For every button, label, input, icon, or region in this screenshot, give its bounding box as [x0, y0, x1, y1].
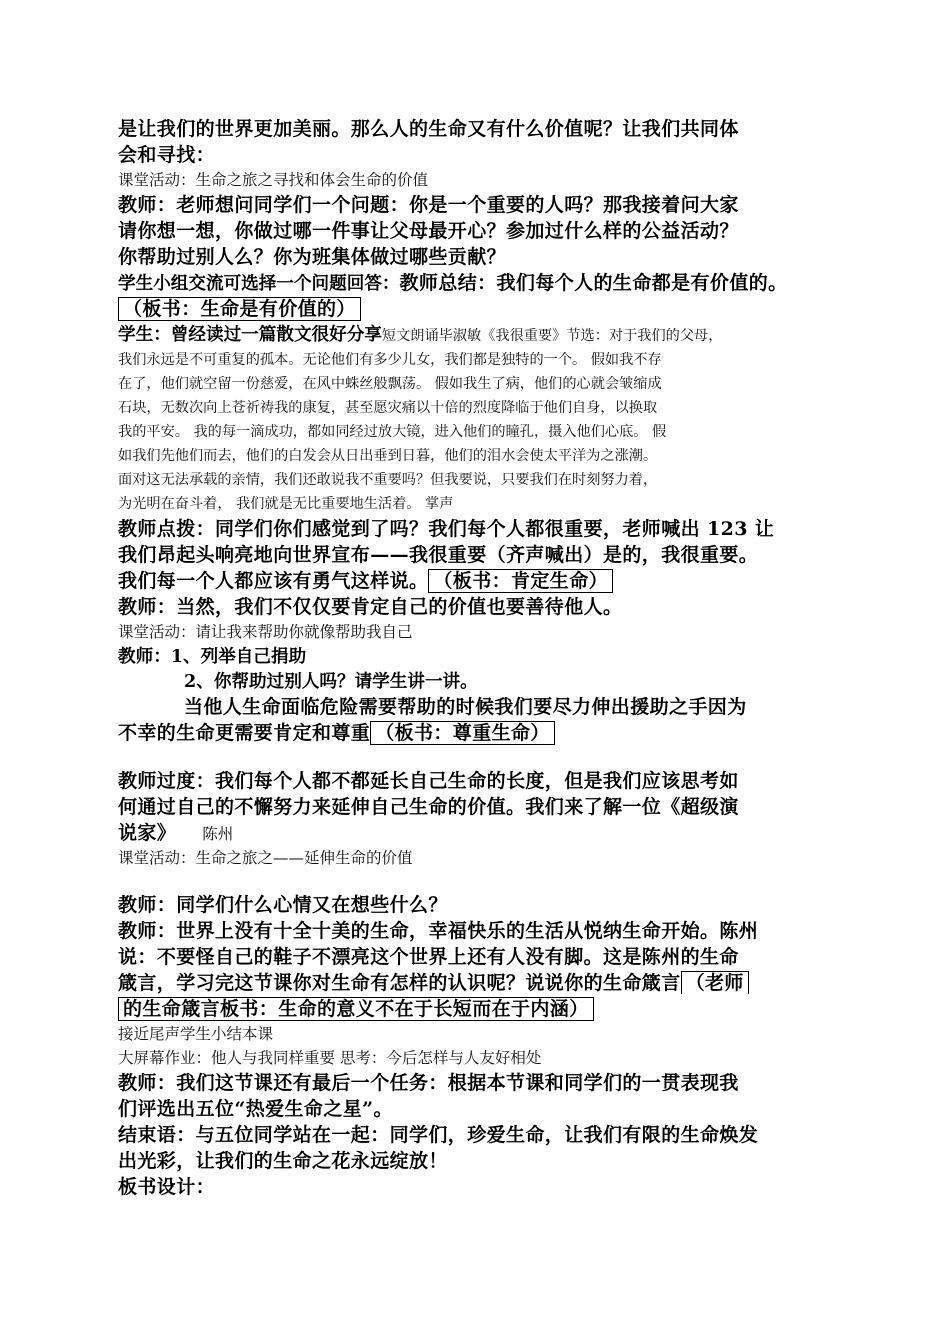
board-note-box: （板书：生命是有价值的）	[118, 297, 361, 321]
plain-line: 接近尾声学生小结本课	[118, 1025, 274, 1043]
paragraph-line: 我们昂起头响亮地向世界宣布——我很重要（齐声喊出）是的，我很重要。	[118, 544, 759, 566]
paragraph-line: 结束语：与五位同学站在一起：同学们，珍爱生命，让我们有限的生命焕发	[118, 1124, 759, 1146]
reading-line: 我们永远是不可重复的孤本。无论他们有多少儿女，我们都是独特的一个。 假如我不存	[118, 352, 662, 368]
summary-line	[118, 270, 838, 296]
paragraph-line: 说：不要怪自己的鞋子不漂亮这个世界上还有人没有脚。这是陈州的生命	[118, 946, 739, 968]
reading-line: 为光明在奋斗着， 我们就是无比重要地生活着。 掌声	[118, 496, 454, 512]
reading-line: 我的平安。 我的每一滴成功，都如同经过放大镜，进入他们的瞳孔，摄入他们心底。 假	[118, 424, 667, 440]
reading-line: 面对这无法承载的亲情，我们还敢说我不重要吗？但我要说，只要我们在时刻努力着，	[118, 472, 658, 488]
paragraph-line: 教师：老师想问同学们一个问题：你是一个重要的人吗？那我接着问大家	[118, 194, 739, 216]
paragraph-line: 教师点拨：同学们你们感觉到了吗？我们每个人都很重要，老师喊出 123 让	[118, 518, 775, 540]
student-group-text: 学生小组交流可选择一个问题回答：	[118, 273, 400, 294]
paragraph-line: 们评选出五位“热爱生命之星”。	[118, 1098, 393, 1120]
paragraph-line: 会和寻找：	[118, 144, 216, 166]
speaker-name: 陈州	[202, 825, 234, 843]
paragraph-line	[118, 970, 838, 996]
activity-heading: 课堂活动：请让我来帮助你就像帮助我自己	[118, 623, 413, 641]
document-body	[118, 116, 838, 1200]
reading-line: 在了，他们就空留一份慈爱，在风中蛛丝般飘荡。 假如我生了病，他们的心就会皱缩成	[118, 376, 662, 392]
reading-intro-line	[118, 322, 838, 348]
paragraph-line	[118, 820, 838, 846]
reading-line: 石块，无数次向上苍祈祷我的康复，甚至愿灾痛以十倍的烈度降临于他们自身，以换取	[118, 400, 658, 416]
reading-text: 短文朗诵毕淑敏《我很重要》节选：对于我们的父母，	[381, 328, 723, 344]
list-item: 2、你帮助过别人吗？请学生讲一讲。	[184, 671, 478, 692]
paragraph-line: 教师过度：我们每个人都不都延长自己生命的长度，但是我们应该思考如	[118, 770, 739, 792]
board-design-heading: 板书设计：	[118, 1176, 216, 1198]
paragraph-line: 出光彩，让我们的生命之花永远绽放！	[118, 1150, 448, 1172]
paragraph-line: 教师：同学们什么心情又在想些什么？	[118, 894, 448, 916]
board-note-line	[118, 296, 838, 322]
paragraph-line: 请你想一想，你做过哪一件事让父母最开心？参加过什么样的公益活动？	[118, 220, 739, 242]
paragraph-line: 教师：世界上没有十全十美的生命，幸福快乐的生活从悦纳生命开始。陈州	[118, 920, 759, 942]
teacher-summary-text: 教师总结：我们每个人的生命都是有价值的。	[399, 272, 788, 294]
paragraph-line: 何通过自己的不懈努力来延伸自己生命的价值。我们来了解一位《超级演	[118, 796, 739, 818]
activity-heading: 课堂活动：生命之旅之——延伸生命的价值	[118, 849, 413, 867]
paragraph-line: 教师：当然，我们不仅仅要肯定自己的价值也要善待他人。	[118, 596, 623, 618]
motto-text: 箴言，学习完这节课你对生命有怎样的认识呢？说说你的生命箴言	[118, 972, 681, 994]
blank-line	[118, 870, 838, 892]
paragraph-line	[118, 996, 838, 1022]
paragraph-line: 当他人生命面临危险需要帮助的时候我们要尽力伸出援助之手因为	[184, 696, 747, 718]
paragraph-line: 教师：我们这节课还有最后一个任务：根据本节课和同学们的一贯表现我	[118, 1072, 739, 1094]
reading-line: 如我们先他们而去，他们的白发会从日出垂到日暮，他们的泪水会使太平洋为之涨潮。	[118, 448, 658, 464]
paragraph-line: 你帮助过别人么？你为班集体做过哪些贡献？	[118, 246, 507, 268]
board-note-box: （板书：肯定生命）	[428, 569, 613, 593]
plain-line: 大屏幕作业：他人与我同样重要 思考：今后怎样与人友好相处	[118, 1049, 542, 1067]
help-text: 不幸的生命更需要肯定和尊重	[118, 722, 371, 744]
reading-lead: 学生：曾经读过一篇散文很好分享	[118, 324, 382, 345]
board-note-box: （板书：尊重生命）	[370, 721, 555, 745]
board-note-box: （老师	[681, 971, 749, 994]
paragraph-line	[118, 568, 838, 594]
tip-text: 我们每一个人都应该有勇气这样说。	[118, 570, 429, 592]
blank-line	[118, 746, 838, 768]
activity-heading: 课堂活动：生命之旅之寻找和体会生命的价值	[118, 171, 429, 189]
list-item: 教师：1、列举自己捐助	[118, 646, 307, 667]
board-note-box: 的生命箴言板书：生命的意义不在于长短而在于内涵）	[118, 997, 594, 1021]
speech-title: 说家》	[118, 822, 177, 844]
paragraph-line: 是让我们的世界更加美丽。那么人的生命又有什么价值呢？让我们共同体	[118, 118, 739, 140]
paragraph-line	[118, 720, 838, 746]
